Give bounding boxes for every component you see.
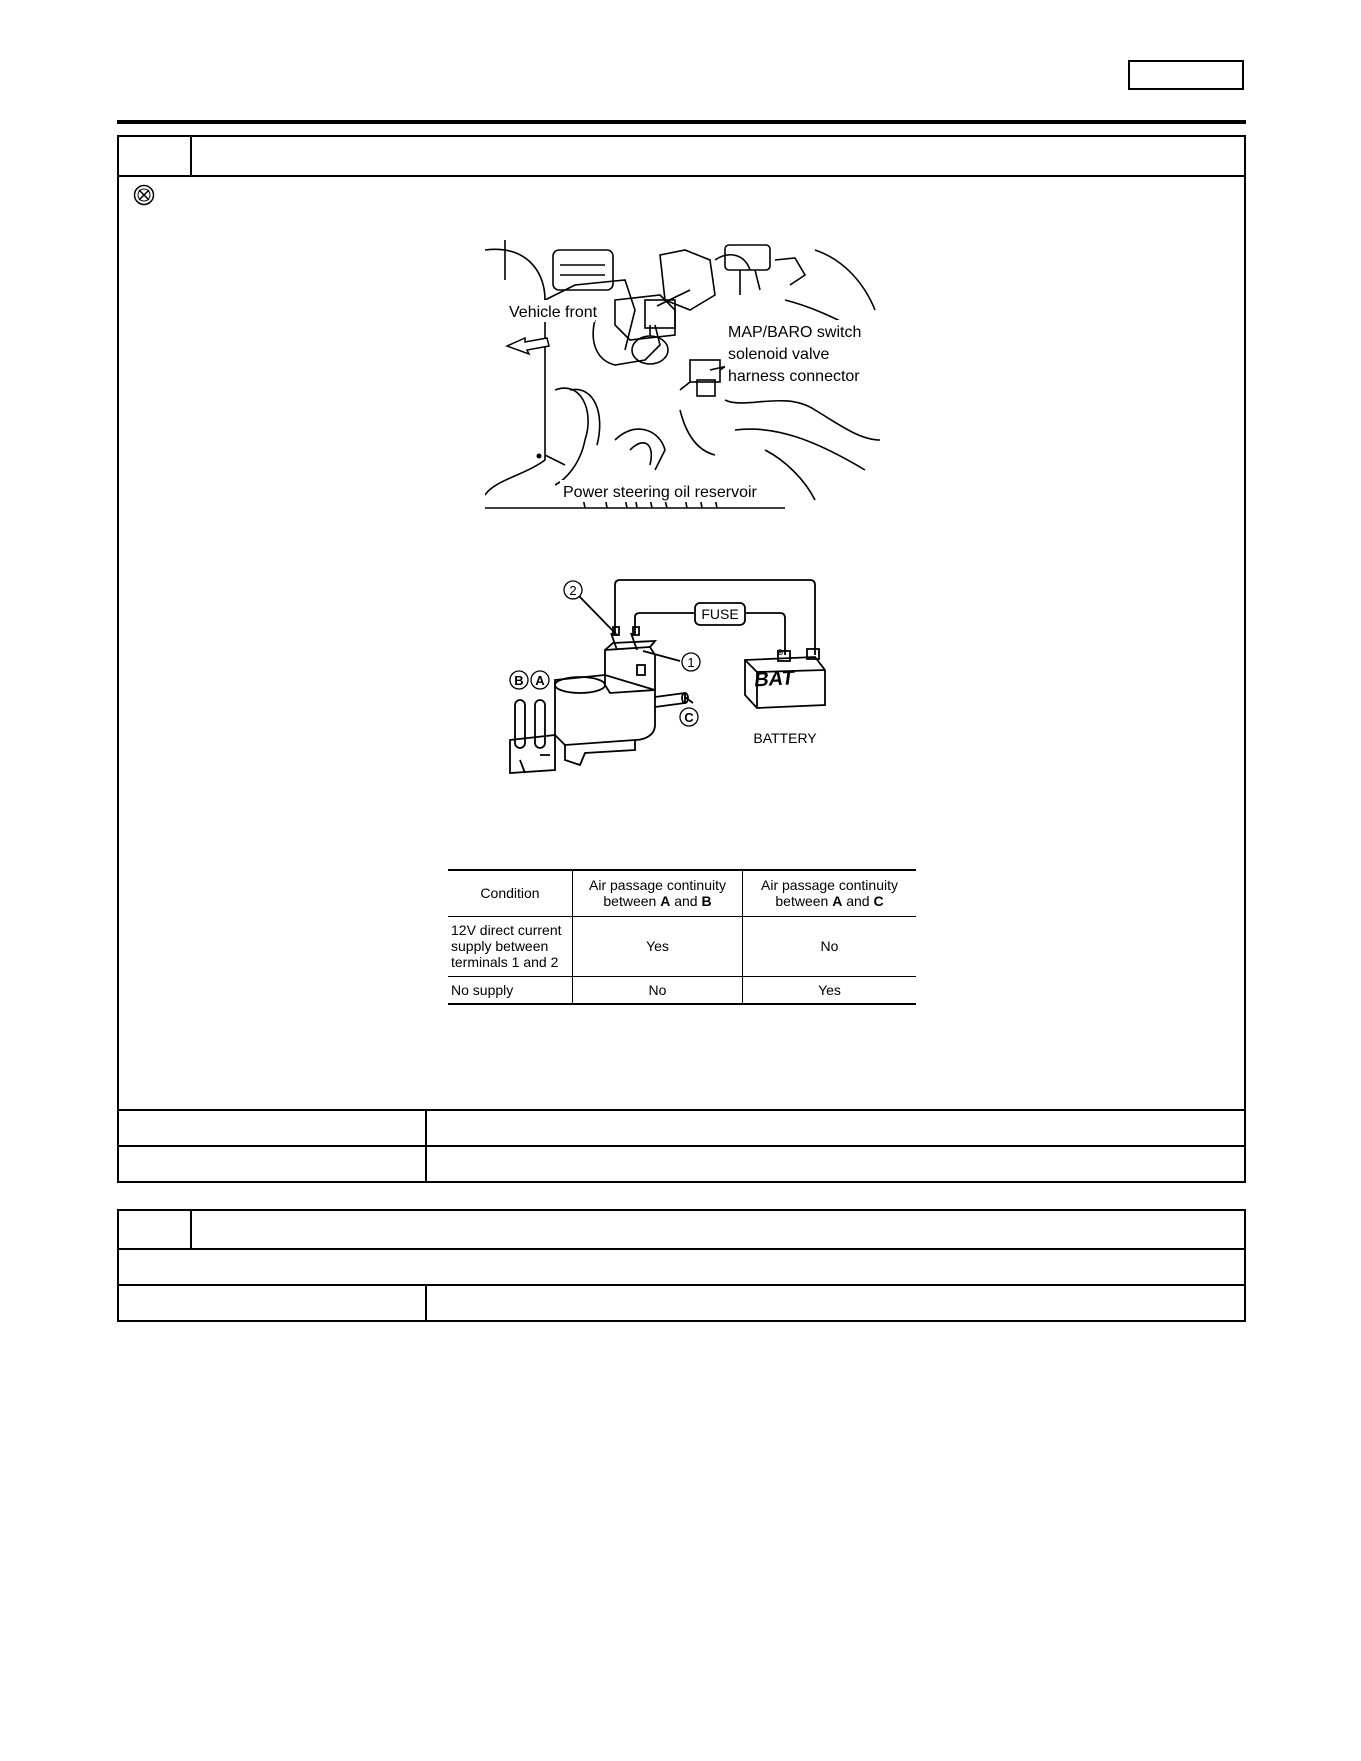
panel-2-header-rule xyxy=(119,1248,1244,1250)
switch-label-line-1: MAP/BARO switch xyxy=(728,324,862,341)
panel-1-result-rule-2 xyxy=(119,1145,1244,1147)
top-rule xyxy=(117,120,1246,124)
ac-header: Air passage continuity between A and C xyxy=(743,870,917,916)
terminal-1-label: 1 xyxy=(687,655,695,670)
solenoid-test-diagram xyxy=(495,575,840,805)
continuity-table xyxy=(448,869,916,1005)
panel-1-step-divider xyxy=(190,137,192,175)
panel-1-result-rule-1 xyxy=(119,1109,1244,1111)
panel-1-result-divider xyxy=(425,1109,427,1181)
ab-cell: No xyxy=(573,976,743,1004)
svg-text:⊕: ⊕ xyxy=(776,647,784,657)
condition-cell: No supply xyxy=(451,981,514,998)
ac-cell: No xyxy=(743,916,917,976)
battery-face-label: BAT xyxy=(752,667,796,692)
switch-label-line-3: harness connector xyxy=(728,368,860,385)
condition-cell: 12V direct current supply between terminals 1 and 2 xyxy=(451,922,562,970)
ac-cell: Yes xyxy=(743,976,917,1004)
terminal-2-label: 2 xyxy=(569,583,577,598)
table-row xyxy=(448,916,916,976)
panel-1-header-rule xyxy=(119,175,1244,177)
disconnect-icon xyxy=(133,184,155,206)
panel-2-step-divider xyxy=(190,1211,192,1248)
ab-cell: Yes xyxy=(573,916,743,976)
panel-2-result-rule xyxy=(119,1284,1244,1286)
ab-header: Air passage continuity between A and B xyxy=(573,870,743,916)
step-panel-2 xyxy=(117,1209,1246,1322)
port-a-label: A xyxy=(535,673,545,688)
panel-2-result-divider xyxy=(425,1284,427,1320)
reservoir-label: Power steering oil reservoir xyxy=(563,484,757,501)
vehicle-front-label: Vehicle front xyxy=(509,304,598,321)
page-code-box xyxy=(1128,60,1244,90)
engine-bay-illustration xyxy=(485,240,880,510)
fuse-label: FUSE xyxy=(701,606,739,622)
port-b-label: B xyxy=(514,673,524,688)
table-row xyxy=(448,976,916,1004)
switch-label-line-2: solenoid valve xyxy=(728,346,830,363)
condition-header: Condition xyxy=(480,885,540,902)
battery-label: BATTERY xyxy=(753,730,817,746)
port-c-label: C xyxy=(684,710,694,725)
